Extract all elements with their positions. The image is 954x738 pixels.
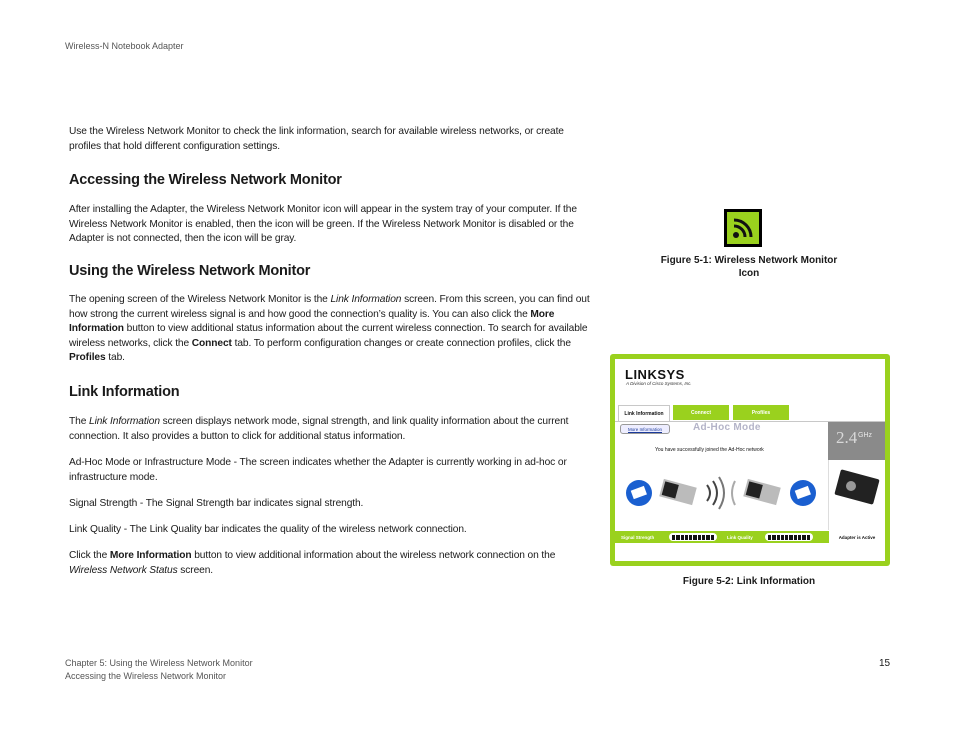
logo-subtitle: A Division of Cisco Systems, Inc. <box>626 381 692 386</box>
laptop-right-icon <box>790 480 816 506</box>
adhoc-illustration <box>625 471 825 519</box>
adapter-card-panel <box>828 460 885 530</box>
wireless-signal-icon <box>724 209 762 247</box>
link-information-screenshot <box>610 354 890 566</box>
heading-accessing: Accessing the Wireless Network Monitor <box>69 172 342 188</box>
joined-message: You have successfully joined the Ad-Hoc network <box>655 447 764 453</box>
adapter-card-left-icon <box>659 479 697 505</box>
signal-strength-label: Signal Strength <box>621 534 655 540</box>
tab-bar <box>615 403 885 422</box>
footer-chapter-title: Chapter 5: Using the Wireless Network Monitor <box>65 658 253 668</box>
laptop-left-icon <box>626 480 652 506</box>
signal-strength-meter <box>669 533 717 541</box>
more-information-button[interactable]: More Information <box>620 424 670 434</box>
figure-2-caption: Figure 5-2: Link Information <box>682 576 816 587</box>
running-header: Wireless-N Notebook Adapter <box>65 41 184 51</box>
tab-connect[interactable]: Connect <box>673 405 729 420</box>
adapter-card-icon <box>829 464 885 524</box>
link-quality-meter <box>765 533 813 541</box>
adapter-status: Adapter is Active <box>829 531 885 543</box>
status-bar <box>615 531 885 543</box>
footer-chapter <box>65 657 253 682</box>
accessing-paragraph: After installing the Adapter, the Wireless Network Monitor icon will appear in the system tray of your computer. If the Wireless Network Monitor is enabled, then the icon will be green. If the Wireless Network Monitor is disabled or the Adapter is not connected, then the icon will be gray. <box>69 204 577 244</box>
heading-link-information: Link Information <box>69 384 180 400</box>
link-quality-label: Link Quality <box>727 534 753 540</box>
adapter-card-right-icon <box>743 479 781 505</box>
band-indicator: 2.4 GHz <box>828 422 885 460</box>
footer-section-title: Accessing the Wireless Network Monitor <box>65 670 227 681</box>
signal-waves-icon <box>707 477 735 509</box>
link-quality-paragraph: Link Quality - The Link Quality bar indicates the quality of the wireless network connection. <box>69 524 467 535</box>
mode-label: Ad-Hoc Mode <box>693 422 761 433</box>
mode-paragraph: Ad-Hoc Mode or Infrastructure Mode - The screen indicates whether the Adapter is currently working in ad-hoc or infrastructure mode. <box>69 457 567 483</box>
signal-paragraph: Signal Strength - The Signal Strength bar indicates signal strength. <box>69 498 364 509</box>
page-number: 15 <box>879 658 891 669</box>
figure-1-caption: Figure 5-1: Wireless Network Monitor Icon <box>660 255 838 279</box>
tab-link-information[interactable]: Link Information <box>618 405 670 421</box>
link-info-paragraph: The Link Information screen displays network mode, signal strength, and link quality information about the current connection. It also provides a button to click for additional status information. <box>69 416 569 442</box>
intro-paragraph: Use the Wireless Network Monitor to check the link information, search for available wireless networks, or create profiles that hold different configuration settings. <box>69 126 564 152</box>
using-paragraph: The opening screen of the Wireless Network Monitor is the Link Information screen. From this screen, you can find out how strong the current wireless signal is and how good the connection’s quality is. You can also click the More Information button to view additional status information about the current wireless connection. To search for available wireless networks, click the Connect tab. To perform configuration changes or create connection profiles, click the Profiles tab. <box>69 294 590 363</box>
linksys-logo: LINKSYS <box>625 367 685 382</box>
heading-using: Using the Wireless Network Monitor <box>69 263 311 279</box>
tab-profiles[interactable]: Profiles <box>733 405 789 420</box>
more-info-paragraph: Click the More Information button to view additional information about the wireless network connection on the Wireless Network Status screen. <box>69 550 556 576</box>
